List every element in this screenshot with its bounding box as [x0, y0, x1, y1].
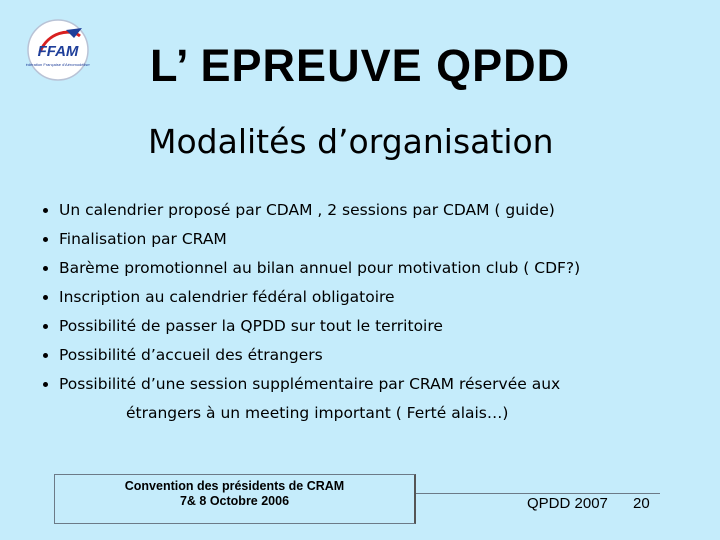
- footer-conference-box: [54, 474, 416, 524]
- bullet-item: Possibilité de passer la QPDD sur tout le territoire: [40, 314, 710, 343]
- bullet-dot-icon: [43, 324, 48, 329]
- footer-conference-date: 7& 8 Octobre 2006: [179, 494, 290, 508]
- footer-conference-title: Convention des présidents de CRAM: [124, 479, 345, 493]
- slide-subtitle: Modalités d’organisation: [148, 122, 554, 161]
- footer-divider: [416, 493, 660, 494]
- page-number: 20: [633, 495, 650, 512]
- bullet-dot-icon: [43, 382, 48, 387]
- bullet-dot-icon: [43, 237, 48, 242]
- bullet-item: Inscription au calendrier fédéral obligatoire: [40, 285, 710, 314]
- bullet-item: Barème promotionnel au bilan annuel pour motivation club ( CDF?): [40, 256, 710, 285]
- ffam-logo: [26, 18, 90, 82]
- bullet-dot-icon: [43, 295, 48, 300]
- bullet-dot-icon: [43, 353, 48, 358]
- footer-label: QPDD 2007: [527, 495, 608, 512]
- slide-title: L’ EPREUVE QPDD: [150, 40, 571, 91]
- bullet-item: Possibilité d’accueil des étrangers: [40, 343, 710, 372]
- bullet-list: [40, 198, 710, 425]
- bullet-item: Finalisation par CRAM: [40, 227, 710, 256]
- logo-tagline: Fédération Française d'Aéromodélisme: [26, 62, 90, 67]
- bullet-item: Possibilité d’une session supplémentaire par CRAM réservée aux étrangers à un meeting important ( Ferté alais…): [40, 372, 710, 425]
- bullet-item: Un calendrier proposé par CDAM , 2 sessions par CDAM ( guide): [40, 198, 710, 227]
- logo-text: FFAM: [37, 43, 79, 60]
- bullet-dot-icon: [43, 208, 48, 213]
- bullet-dot-icon: [43, 266, 48, 271]
- bullet-continuation: étrangers à un meeting important ( Ferté alais…): [126, 404, 509, 422]
